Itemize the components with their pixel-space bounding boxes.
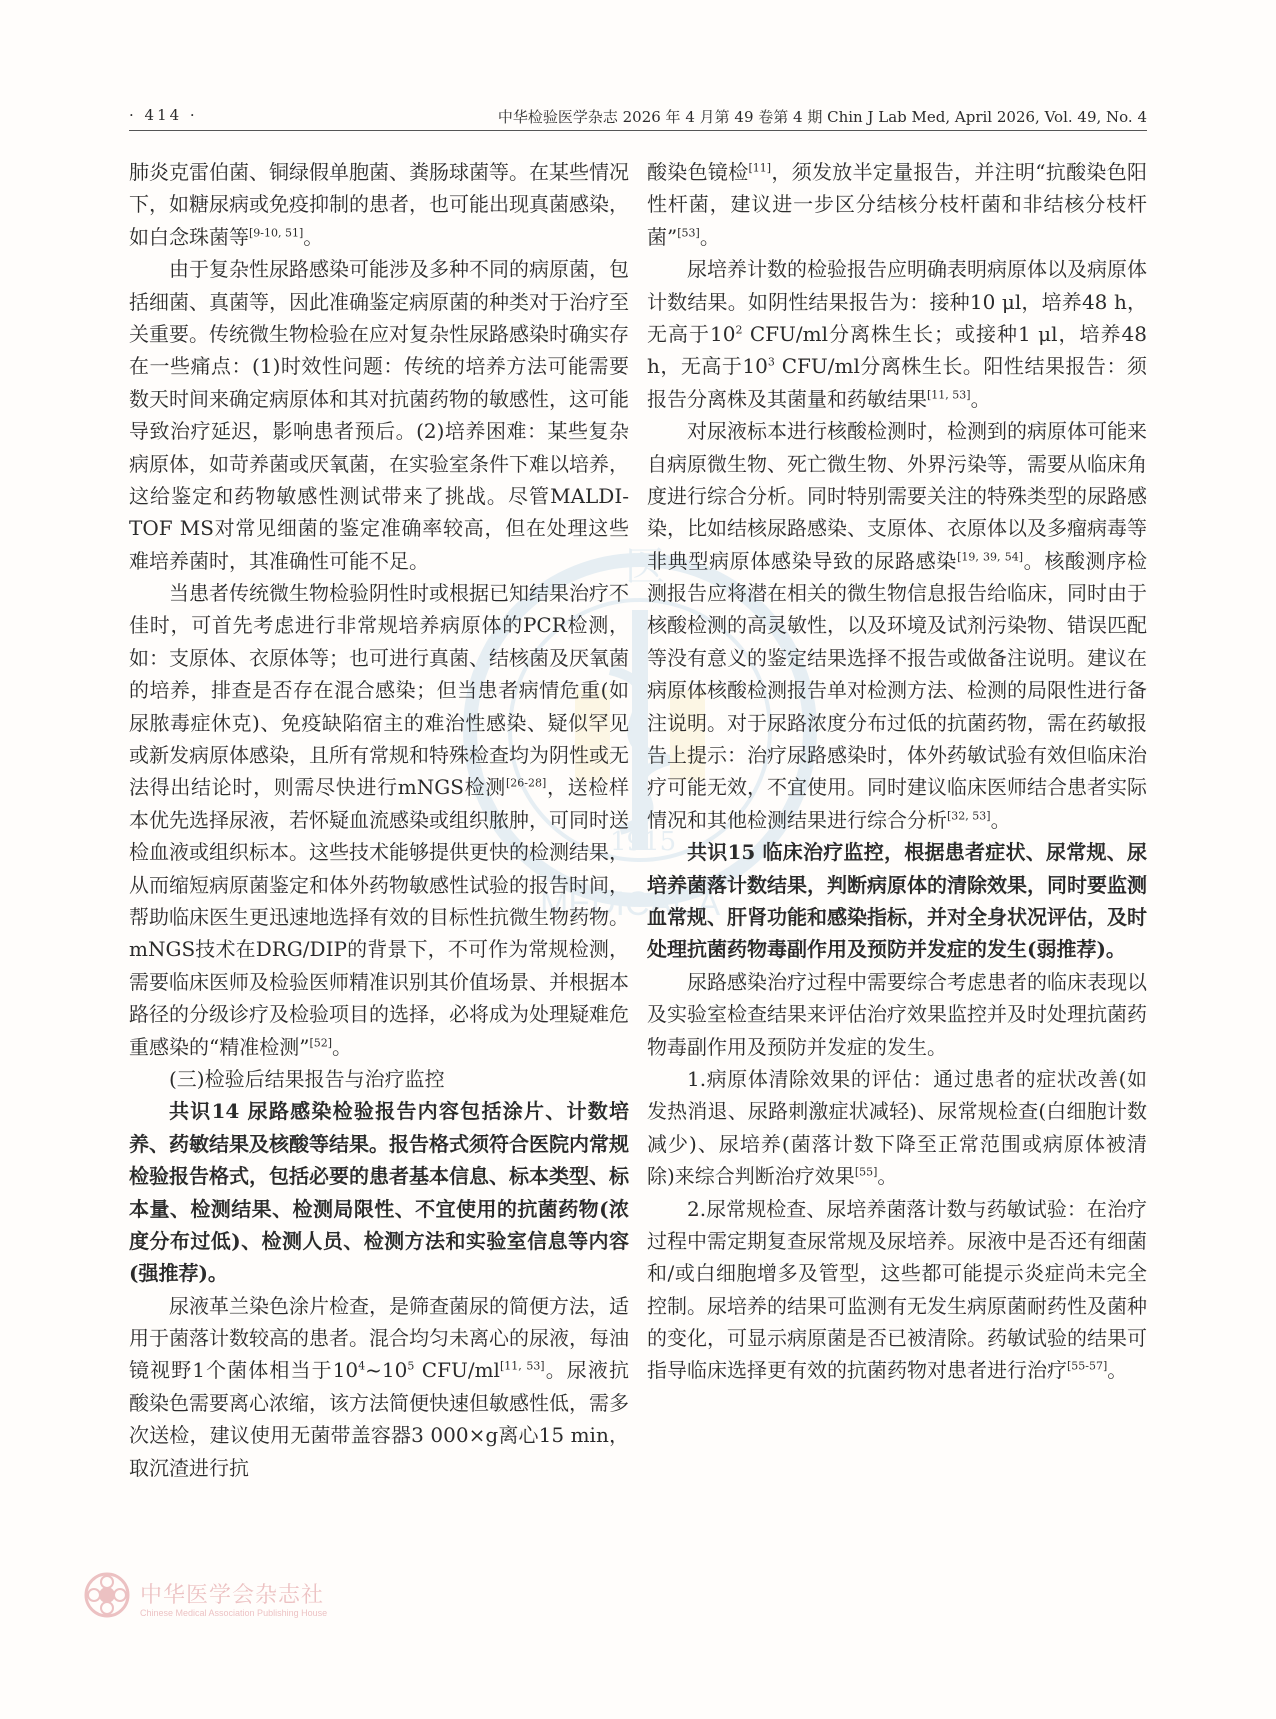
- page-number: · 414 ·: [129, 106, 198, 124]
- citation: [26-28]: [505, 776, 547, 790]
- running-header: [129, 102, 1147, 131]
- paragraph: 由于复杂性尿路感染可能涉及多种不同的病原菌，包括细菌、真菌等，因此准确鉴定病原菌的种类对于治疗至关重要。传统微生物检验在应对复杂性尿路感染时确实存在一些痛点：(1)时效性问题：传统的培养方法可能需要数天时间来确定病原体和其对抗菌药物的敏感性，这可能导致治疗延迟，影响患者预后。(2)培养困难：某些复杂病原体，如苛养菌或厌氧菌，在实验室条件下难以培养，这给鉴定和药物敏感性测试带来了挑战。尽管MALDI-TOF MS对常见细菌的鉴定准确率较高，但在处理这些难培养菌时，其准确性可能不足。: [129, 257, 629, 573]
- paragraph: 尿路感染治疗过程中需要综合考虑患者的临床表现以及实验室检查结果来评估治疗效果监控并及时处理抗菌药物毒副作用及预防并发症的发生。: [647, 969, 1147, 1059]
- paragraph: 肺炎克雷伯菌、铜绿假单胞菌、粪肠球菌等。在某些情况下，如糖尿病或免疫抑制的患者，也可能出现真菌感染，如白念珠菌等[9-10, 51]。: [129, 160, 629, 249]
- watermark-arc-text: MEDICAL A: [540, 885, 721, 923]
- paragraph: 尿培养计数的检验报告应明确表明病原体以及病原体计数结果。如阴性结果报告为：接种10 μl，培养48 h，无高于$10^2$ CFU/ml分离株生长；或接种1 μl，培养48 h，无高于$10^3$ CFU/ml分离株生长。阳性结果报告：须报告分离株及其菌量和药敏结果[11, 53]。: [647, 257, 1148, 411]
- citation: [19, 39, 54]: [957, 550, 1023, 564]
- section-heading: (三)检验后结果报告与治疗监控: [169, 1066, 445, 1091]
- citation: [55]: [854, 1165, 878, 1179]
- journal-citation: 中华检验医学杂志 2026 年 4 月第 49 卷第 4 期 Chin J Lab Med, April 2026, Vol. 49, No. 4: [497, 108, 1147, 126]
- paragraph: 1.病原体清除效果的评估：通过患者的症状改善(如发热消退、尿路刺激症状减轻)、尿常规检查(白细胞计数减少)、尿培养(菌落计数下降至正常范围或病原体被清除)来综合判断治疗效果[55]。: [647, 1066, 1147, 1189]
- publisher-name-en: Chinese Medical Association Publishing House: [140, 1608, 328, 1618]
- citation: [55-57]: [1067, 1359, 1108, 1373]
- citation: [9-10, 51]: [249, 226, 304, 240]
- citation: [11, 53]: [499, 1359, 545, 1373]
- consensus-label: 共识15: [687, 840, 756, 865]
- consensus-text: 临床治疗监控，根据患者症状、尿常规、尿培养菌落计数结果，判断病原体的清除效果，同时要监测血常规、肝肾功能和感染指标，并对全身状况评估，及时处理抗菌药物毒副作用及预防并发症的发生(弱推荐)。: [647, 840, 1147, 962]
- right-column: [647, 156, 1147, 1387]
- left-column: [129, 156, 629, 1484]
- consensus-label: 共识14: [169, 1099, 240, 1124]
- flower-seal-icon: [84, 1572, 130, 1618]
- publisher-name: 中华医学会杂志社: [140, 1583, 325, 1608]
- paragraph: 2.尿常规检查、尿培养菌落计数与药敏试验：在治疗过程中需定期复查尿常规及尿培养。尿液中是否还有细菌和/或白细胞增多及管型，这些都可能提示炎症尚未完全控制。尿培养的结果可监测有无发生病原菌耐药性及菌种的变化，可显示病原菌是否已被清除。药敏试验的结果可指导临床选择更有效的抗菌药物对患者进行治疗[55-57]。: [647, 1196, 1147, 1383]
- consensus-14: [129, 1095, 629, 1289]
- paragraph: 尿液革兰染色涂片检查，是筛查菌尿的简便方法，适用于菌落计数较高的患者。混合均匀未离心的尿液，每油镜视野1个菌体相当于$10^4\sim 10^5$ CFU/ml[11, 53]。尿液抗酸染色需要离心浓缩，该方法简便快速但敏感性低，需多次送检，建议使用无菌带盖容器3 000×g离心15 min，取沉渣进行抗: [129, 1293, 629, 1480]
- consensus-15: [647, 836, 1147, 966]
- paragraph: 酸染色镜检[11]，须发放半定量报告，并注明“抗酸染色阳性杆菌，建议进一步区分结核分枝杆菌和非结核分枝杆菌”[53]。: [647, 160, 1147, 249]
- paragraph: 当患者传统微生物检验阴性时或根据已知结果治疗不佳时，可首先考虑进行非常规培养病原体的PCR检测，如：支原体、衣原体等；也可进行真菌、结核菌及厌氧菌的培养，排查是否存在混合感染；但当患者病情危重(如尿脓毒症休克)、免疫缺陷宿主的难治性感染、疑似罕见或新发病原体感染，且所有常规和特殊检查均为阴性或无法得出结论时，则需尽快进行mNGS检测[26-28]，送检样本优先选择尿液，若怀疑血流感染或组织脓肿，可同时送检血液或组织标本。这些技术能够提供更快的检测结果，从而缩短病原菌鉴定和体外药物敏感性试验的报告时间，帮助临床医生更迅速地选择有效的目标性抗微生物药物。mNGS技术在DRG/DIP的背景下，不可作为常规检测，需要临床医师及检验医师精准识别其价值场景、并根据本路径的分级诊疗及检验项目的选择，必将成为处理疑难危重感染的“精准检测”[52]。: [129, 581, 629, 1059]
- watermark-char: 医: [625, 544, 665, 590]
- watermark-year: 1915: [610, 827, 677, 857]
- citation: [32, 53]: [947, 809, 991, 823]
- paragraph: 对尿液标本进行核酸检测时，检测到的病原体可能来自病原微生物、死亡微生物、外界污染等，需要从临床角度进行综合分析。同时特别需要关注的特殊类型的尿路感染，比如结核尿路感染、支原体、衣原体以及多瘤病毒等非典型病原体感染导致的尿路感染[19, 39, 54]。核酸测序检测报告应将潜在相关的微生物信息报告给临床，同时由于核酸检测的高灵敏性，以及环境及试剂污染物、错误匹配等没有意义的鉴定结果选择不报告或做备注说明。建议在病原体核酸检测报告单对检测方法、检测的局限性进行备注说明。对于尿路浓度分布过低的抗菌药物，需在药敏报告上提示：治疗尿路感染时，体外药敏试验有效但临床治疗可能无效，不宜使用。同时建议临床医师结合患者实际情况和其他检测结果进行综合分析[32, 53]。: [647, 419, 1148, 832]
- publisher-logo: [84, 1570, 564, 1630]
- citation: [52]: [309, 1035, 333, 1049]
- citation: [53]: [677, 226, 700, 240]
- citation: [11, 53]: [927, 388, 971, 402]
- citation: [11]: [748, 161, 772, 175]
- consensus-text: 尿路感染检验报告内容包括涂片、计数培养、药敏结果及核酸等结果。报告格式须符合医院内常规检验报告格式，包括必要的患者基本信息、标本类型、标本量、检测结果、检测局限性、不宜使用的抗菌药物(浓度分布过低)、检测人员、检测方法和实验室信息等内容(强推荐)。: [129, 1099, 630, 1286]
